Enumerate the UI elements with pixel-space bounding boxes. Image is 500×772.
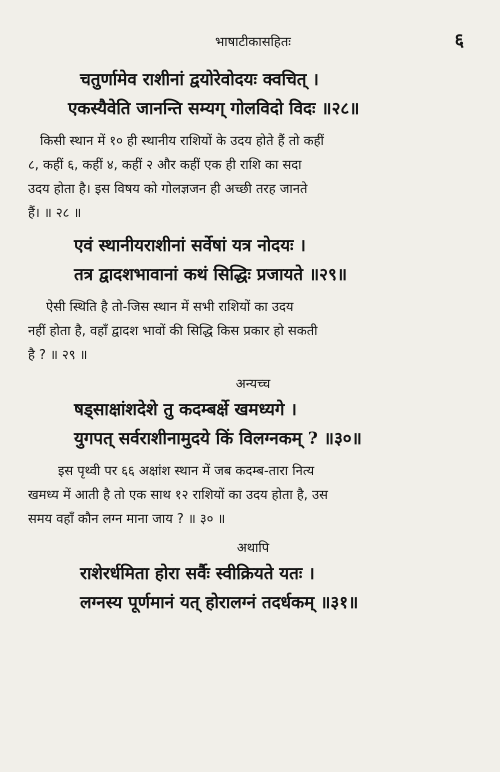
gloss-30-line: खमध्य में आती है तो एक साथ १२ राशियों का उदय होता है, उस [28, 488, 328, 503]
gloss-29 [28, 296, 478, 368]
verse-28-line-1: चतुर्णामेव राशीनां द्वयोरेवोदयः क्वचित् । [80, 70, 319, 90]
gloss-28 [28, 130, 478, 226]
gloss-30 [28, 460, 478, 532]
gloss-29-line: है ? ॥ २९ ॥ [28, 348, 88, 363]
gloss-29-line: ऐसी स्थिति है तो-जिस स्थान में सभी राशियों का उदय [46, 300, 294, 315]
gloss-30-line: इस पृथ्वी पर ६६ अक्षांश स्थान में जब कदम्ब-तारा नित्य [58, 464, 315, 479]
verse-29-line-2: तत्र द्वादशभावानां कथं सिद्धिः प्रजायते ॥२९॥ [74, 265, 347, 285]
gloss-28-line: उदय होता है। इस विषय को गोलज्ञजन ही अच्छी तरह जानते [28, 182, 308, 197]
gloss-29-line: नहीं होता है, वहाँ द्वादश भावों की सिद्धि किस प्रकार हो सकती [28, 324, 318, 339]
verse-31-line-2: लग्नस्य पूर्णमानं यत् होरालग्नं तदर्धकम् ॥३१॥ [80, 593, 359, 613]
verse-28-line-2: एकस्यैवेति जानन्ति सम्यग् गोलविदो विदः ॥२८॥ [68, 99, 360, 119]
gloss-28-line: हैं। ॥ २८ ॥ [28, 206, 82, 221]
gloss-28-line: ८, कहीं ६, कहीं ४, कहीं २ और कहीं एक ही राशि का सदा [28, 158, 302, 173]
gloss-28-line: किसी स्थान में १० ही स्थानीय राशियों के उदय होते हैं तो कहीं [40, 134, 324, 149]
verse-30-line-2: युगपत् सर्वराशीनामुदये किं विलग्नकम् ? ॥३०॥ [74, 429, 362, 449]
verse-31-line-1: राशेरर्धमिता होरा सर्वैः स्वीक्रियते यतः । [80, 564, 315, 584]
verse-29-line-1: एवं स्थानीयराशीनां सर्वेषां यत्र नोदयः । [74, 236, 306, 256]
section-heading-athapi: अथापि [236, 541, 270, 556]
running-head: भाषाटीकासहितः [215, 35, 291, 50]
page-header [28, 20, 478, 50]
verse-30-line-1: षड्साक्षांशदेशे तु कदम्बर्क्षे खमध्यगे । [74, 400, 297, 420]
page-number: ६ [454, 30, 464, 51]
gloss-30-line: समय वहाँ कौन लग्न माना जाय ? ॥ ३० ॥ [28, 512, 226, 527]
section-heading-anyacca: अन्यच्च [235, 377, 271, 392]
